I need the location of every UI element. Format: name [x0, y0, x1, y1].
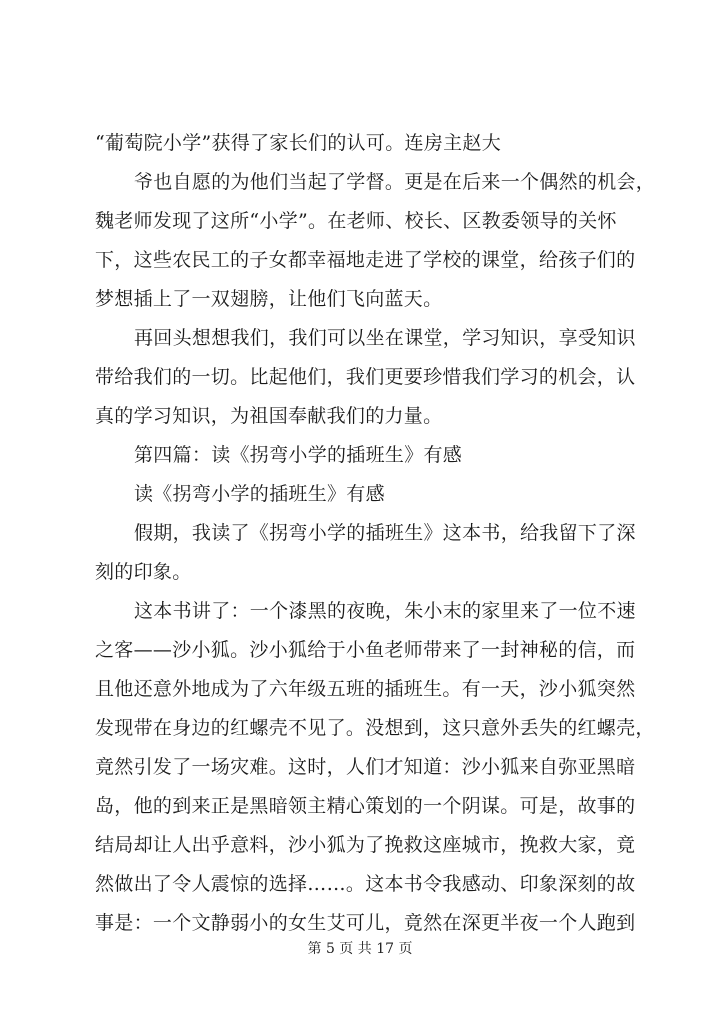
article-title: 读《拐弯小学的插班生》有感	[134, 483, 385, 505]
text-line: 岛，他的到来正是黑暗领主精心策划的一个阴谋。可是，故事的	[95, 795, 636, 817]
text-line: 这本书讲了：一个漆黑的夜晚，朱小末的家里来了一位不速	[134, 600, 636, 622]
text-line: 带给我们的一切。比起他们，我们更要珍惜我们学习的机会，认	[95, 366, 636, 388]
page-number-footer: 第 5 页 共 17 页	[307, 941, 413, 957]
text-line: 爷也自愿的为他们当起了学督。更是在后来一个偶然的机会，	[134, 171, 656, 193]
text-line: 假期，我读了《拐弯小学的插班生》这本书，给我留下了深	[134, 522, 636, 544]
text-line: “葡萄院小学”获得了家长们的认可。连房主赵大	[95, 132, 502, 154]
text-line: 下，这些农民工的子女都幸福地走进了学校的课堂，给孩子们的	[95, 249, 636, 271]
text-line: 且他还意外地成为了六年级五班的插班生。有一天，沙小狐突然	[95, 678, 636, 700]
text-line: 真的学习知识，为祖国奉献我们的力量。	[95, 405, 443, 427]
text-line: 结局却让人出乎意料，沙小狐为了挽救这座城市，挽救大家，竟	[95, 834, 636, 856]
text-line: 竟然引发了一场灾难。这时，人们才知道：沙小狐来自弥亚黑暗	[95, 756, 636, 778]
text-line: 魏老师发现了这所“小学”。在老师、校长、区教委领导的关怀	[95, 210, 617, 232]
text-line: 再回头想想我们，我们可以坐在课堂，学习知识，享受知识	[134, 327, 636, 349]
body-text	[95, 124, 655, 943]
text-line: 梦想插上了一双翅膀，让他们飞向蓝天。	[95, 288, 443, 310]
text-line: 发现带在身边的红螺壳不见了。没想到，这只意外丢失的红螺壳，	[95, 717, 655, 739]
text-line: 然做出了令人震惊的选择……。这本书令我感动、印象深刻的故	[95, 873, 636, 895]
text-line: 之客——沙小狐。沙小狐给于小鱼老师带来了一封神秘的信，而	[95, 639, 636, 661]
section-heading: 第四篇：读《拐弯小学的插班生》有感	[134, 444, 463, 466]
text-line: 刻的印象。	[95, 561, 192, 583]
text-line: 事是：一个文静弱小的女生艾可儿，竟然在深更半夜一个人跑到	[95, 912, 636, 934]
